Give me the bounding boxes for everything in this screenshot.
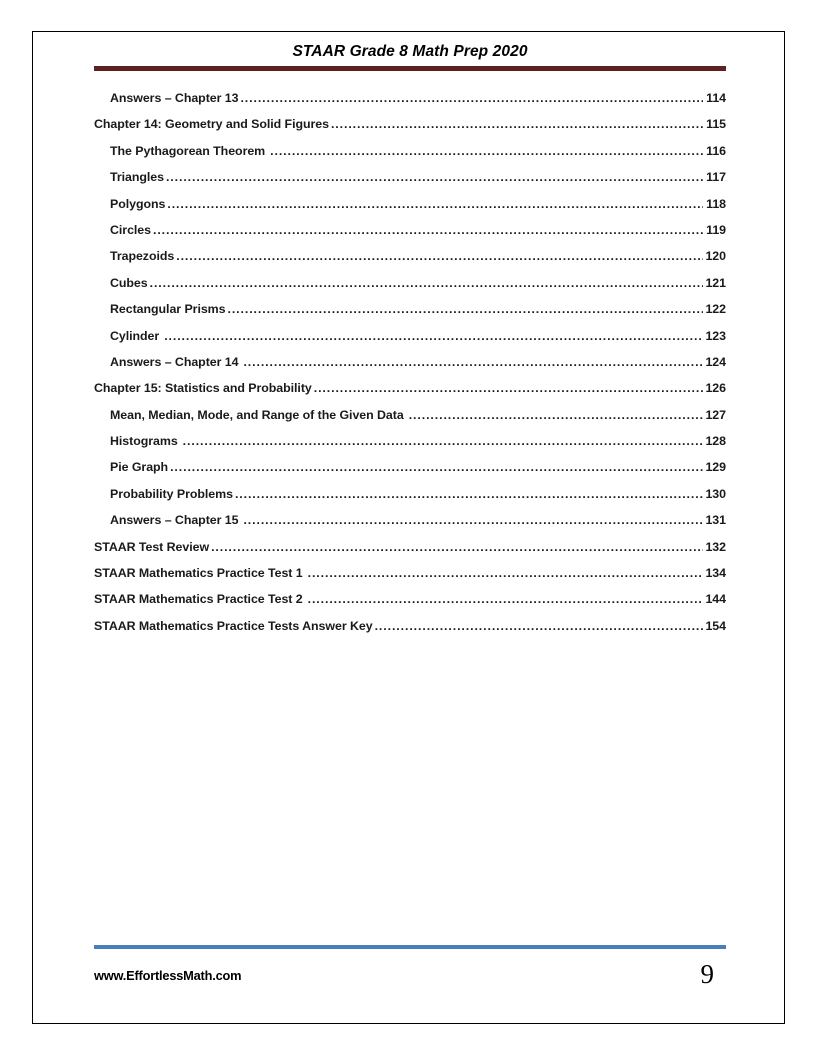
table-of-contents	[94, 91, 726, 645]
toc-entry[interactable]	[94, 434, 726, 460]
toc-entry-title: STAAR Mathematics Practice Test 2	[94, 592, 303, 607]
toc-entry[interactable]	[94, 117, 726, 143]
toc-leader-dots	[314, 381, 703, 395]
toc-entry-page-number: 132	[705, 539, 726, 554]
toc-entry-page-number: 129	[705, 460, 726, 475]
toc-entry[interactable]	[94, 170, 726, 196]
toc-entry-title: STAAR Mathematics Practice Tests Answer Key	[94, 618, 373, 633]
toc-entry-title: Answers – Chapter 14	[110, 354, 239, 369]
footer-page-number: 9	[700, 959, 714, 989]
page-header	[94, 43, 726, 71]
toc-entry-title: Chapter 15: Statistics and Probability	[94, 381, 312, 396]
toc-leader-dots	[211, 540, 703, 554]
toc-entry-title: Histograms	[110, 434, 178, 449]
footer-website-link[interactable]: www.EffortlessMath.com	[94, 968, 242, 983]
toc-leader-dots	[153, 223, 703, 237]
toc-leader-dots	[176, 249, 703, 263]
toc-entry-page-number: 120	[705, 249, 726, 264]
toc-leader-dots	[235, 487, 703, 501]
page-title: STAAR Grade 8 Math Prep 2020	[292, 43, 528, 60]
toc-entry[interactable]	[94, 355, 726, 381]
toc-leader-dots	[270, 144, 703, 158]
toc-entry[interactable]	[94, 408, 726, 434]
toc-leader-dots	[166, 170, 703, 184]
toc-entry[interactable]	[94, 223, 726, 249]
toc-leader-dots	[240, 91, 703, 105]
toc-entry-page-number: 116	[706, 143, 726, 158]
toc-leader-dots	[308, 566, 703, 580]
toc-entry[interactable]	[94, 619, 726, 645]
toc-entry[interactable]	[94, 302, 726, 328]
toc-entry-page-number: 117	[706, 170, 726, 185]
toc-entry-page-number: 115	[706, 117, 726, 132]
toc-leader-dots	[409, 408, 703, 422]
toc-entry-title: The Pythagorean Theorem	[110, 143, 266, 158]
footer-row	[94, 960, 726, 1000]
toc-entry-title: STAAR Test Review	[94, 539, 210, 554]
toc-entry[interactable]	[94, 487, 726, 513]
toc-entry-title: Answers – Chapter 15	[110, 513, 239, 528]
toc-entry-title: Chapter 14: Geometry and Solid Figures	[94, 117, 329, 132]
toc-entry[interactable]	[94, 249, 726, 275]
toc-entry[interactable]	[94, 540, 726, 566]
toc-entry-page-number: 119	[706, 222, 726, 237]
toc-entry-title: Mean, Median, Mode, and Range of the Given Data	[110, 407, 404, 422]
toc-entry-title: Cylinder	[110, 328, 160, 343]
toc-leader-dots	[331, 117, 703, 131]
toc-leader-dots	[375, 619, 703, 633]
toc-leader-dots	[243, 355, 703, 369]
toc-leader-dots	[243, 513, 703, 527]
toc-entry-title: Pie Graph	[110, 460, 169, 475]
toc-entry-title: Rectangular Prisms	[110, 302, 226, 317]
toc-entry-page-number: 124	[705, 354, 726, 369]
toc-entry[interactable]	[94, 276, 726, 302]
toc-entry[interactable]	[94, 91, 726, 117]
toc-entry[interactable]	[94, 144, 726, 170]
header-divider	[94, 66, 726, 71]
toc-leader-dots	[167, 197, 703, 211]
toc-leader-dots	[164, 329, 703, 343]
toc-entry-page-number: 118	[706, 196, 726, 211]
toc-entry[interactable]	[94, 197, 726, 223]
toc-entry[interactable]	[94, 592, 726, 618]
toc-leader-dots	[150, 276, 703, 290]
toc-entry-title: Answers – Chapter 13	[110, 91, 239, 105]
page-sheet	[32, 31, 785, 1024]
toc-entry[interactable]	[94, 566, 726, 592]
toc-entry-title: Trapezoids	[110, 249, 175, 264]
toc-entry-page-number: 122	[705, 302, 726, 317]
toc-entry-page-number: 127	[705, 407, 726, 422]
toc-entry-title: Polygons	[110, 196, 166, 211]
toc-entry-page-number: 131	[705, 513, 726, 528]
toc-entry-title: Triangles	[110, 170, 164, 185]
toc-entry-title: Cubes	[110, 275, 148, 290]
toc-entry-page-number: 128	[705, 434, 726, 449]
toc-entry-page-number: 130	[705, 486, 726, 501]
toc-entry-page-number: 123	[705, 328, 726, 343]
toc-entry-page-number: 154	[705, 618, 726, 633]
toc-leader-dots	[308, 592, 703, 606]
toc-leader-dots	[227, 302, 703, 316]
page-footer	[94, 945, 726, 1000]
toc-entry[interactable]	[94, 381, 726, 407]
toc-entry-title: Circles	[110, 222, 151, 237]
toc-leader-dots	[183, 434, 703, 448]
toc-entry[interactable]	[94, 513, 726, 539]
toc-entry[interactable]	[94, 460, 726, 486]
toc-entry-title: Probability Problems	[110, 486, 233, 501]
toc-leader-dots	[170, 460, 703, 474]
footer-divider	[94, 945, 726, 949]
toc-entry-page-number: 134	[705, 566, 726, 581]
toc-entry-page-number: 114	[706, 91, 726, 105]
toc-entry-page-number: 121	[705, 275, 726, 290]
toc-entry-page-number: 126	[705, 381, 726, 396]
toc-entry-page-number: 144	[705, 592, 726, 607]
toc-entry[interactable]	[94, 329, 726, 355]
toc-entry-title: STAAR Mathematics Practice Test 1	[94, 566, 303, 581]
